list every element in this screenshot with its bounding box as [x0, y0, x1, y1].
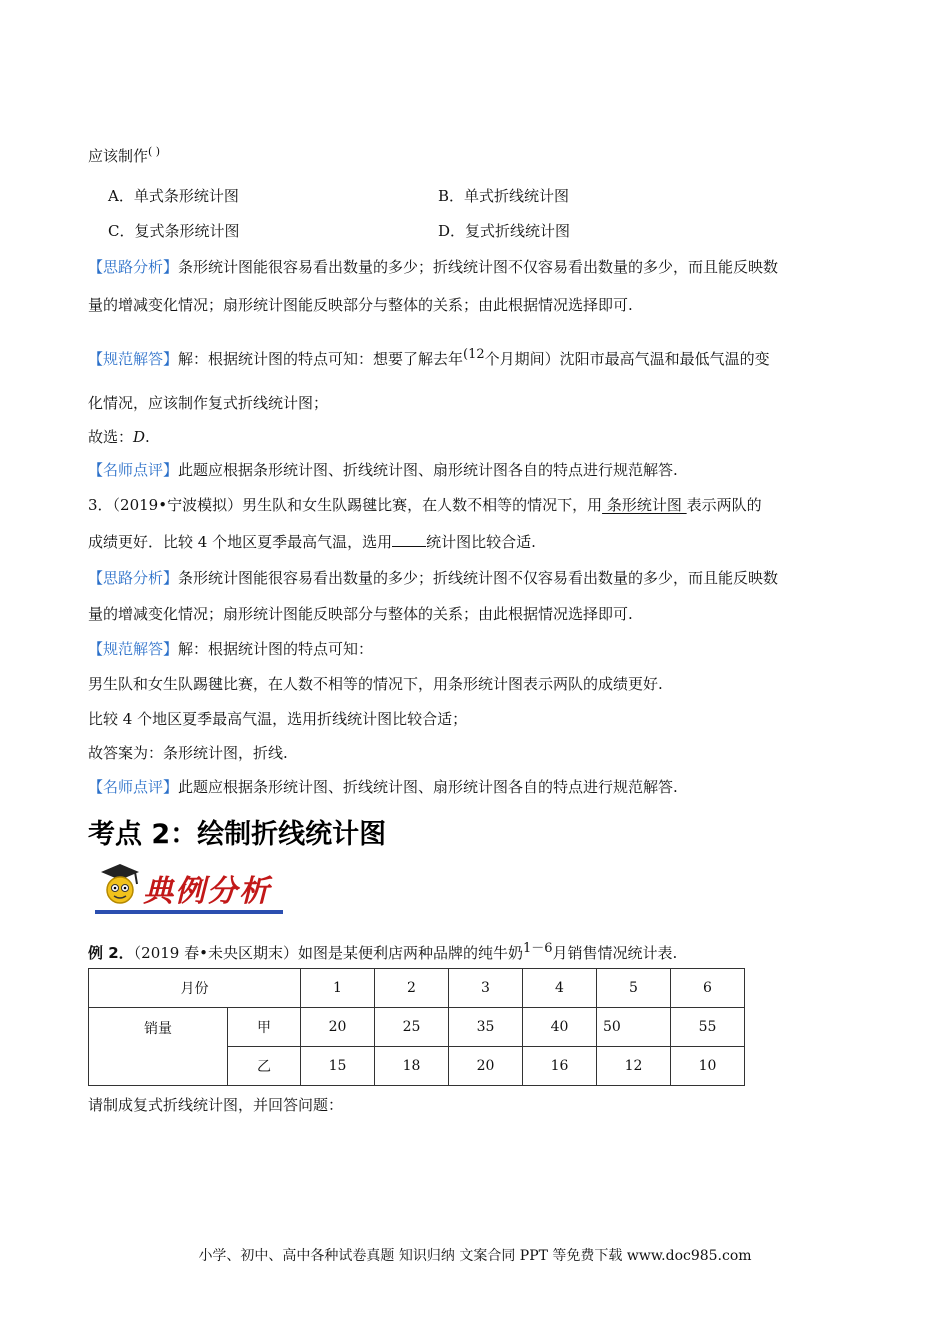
example-text: （2019 春•未央区期末）如图是某便利店两种品牌的纯牛奶 [133, 944, 523, 962]
instruction-text: 请制成复式折线统计图，并回答问题： [88, 1096, 344, 1114]
table-header-row [89, 969, 745, 1008]
q3-solution-line3: 比较 4 个地区夏季最高气温，选用折线统计图比较合适； [88, 710, 468, 728]
value-cell: 18 [375, 1047, 449, 1086]
example-2-statement [88, 939, 677, 963]
q3-comment [88, 777, 678, 797]
solution-text: 解：根据统计图的特点可知： [178, 640, 374, 658]
q2-analysis-line2: 量的增减变化情况；扇形统计图能反映部分与整体的关系；由此根据情况选择即可. [88, 296, 633, 314]
q3-solution-line2: 男生队和女生队踢毽比赛，在人数不相等的情况下，用条形统计图表示两队的成绩更好. [88, 675, 663, 693]
value-cell: 20 [301, 1008, 375, 1047]
choice-letter: D [133, 428, 146, 446]
q3-line1 [88, 495, 762, 515]
month-cell: 6 [671, 969, 745, 1008]
choice-label: 故选： [88, 428, 134, 446]
q2-solution-line1 [88, 345, 770, 369]
month-range: 1－6 [522, 941, 553, 956]
q3-text-d: 统计图比较合适. [426, 533, 536, 551]
option-a: A．单式条形统计图 [108, 187, 239, 205]
option-d: D．复式折线统计图 [438, 222, 571, 240]
value-cell: 50 [597, 1008, 671, 1047]
q3-text-c: 成绩更好．比较 4 个地区夏季最高气温，选用 [88, 533, 393, 551]
q2-comment [88, 460, 678, 480]
value-cell: 25 [375, 1008, 449, 1047]
analysis-text: 条形统计图能很容易看出数量的多少；折线统计图不仅容易看出数量的多少，而且能反映数 [178, 258, 779, 276]
banner-underline [95, 910, 283, 914]
solution-tag: 【规范解答】 [88, 350, 179, 368]
q3-blank [392, 532, 426, 547]
comment-text: 此题应根据条形统计图、折线统计图、扇形统计图各自的特点进行规范解答. [178, 461, 678, 479]
value-cell: 12 [597, 1047, 671, 1086]
q3-fill-answer: 条形统计图 [602, 496, 687, 514]
q2-answer-paren: ( ) [148, 145, 161, 158]
q3-analysis-line1 [88, 568, 778, 588]
banner-text: 典例分析 [143, 874, 271, 909]
month-cell: 1 [301, 969, 375, 1008]
value-cell: 15 [301, 1047, 375, 1086]
table-row [89, 1008, 745, 1047]
q2-question-tail [88, 142, 160, 166]
example-text-b: 月销售情况统计表. [552, 944, 678, 962]
comment-tag: 【名师点评】 [88, 778, 179, 796]
q2-solution-line3 [88, 427, 150, 447]
sales-label-cell: 销量 [89, 1008, 228, 1086]
option-b: B．单式折线统计图 [438, 187, 570, 205]
value-cell: 35 [449, 1008, 523, 1047]
value-cell: 16 [523, 1047, 597, 1086]
comment-text: 此题应根据条形统计图、折线统计图、扇形统计图各自的特点进行规范解答. [178, 778, 678, 796]
analysis-tag: 【思路分析】 [88, 258, 179, 276]
scholar-mascot-icon [95, 858, 145, 910]
value-cell: 10 [671, 1047, 745, 1086]
month-cell: 2 [375, 969, 449, 1008]
page-footer: 小学、初中、高中各种试卷真题 知识归纳 文案合同 PPT 等免费下载 www.doc985.com [198, 1248, 752, 1264]
month-cell: 4 [523, 969, 597, 1008]
month-cell: 3 [449, 969, 523, 1008]
q3-text-a: 3．（2019•宁波模拟）男生队和女生队踢毽比赛，在人数不相等的情况下，用 [88, 496, 603, 514]
value-cell: 20 [449, 1047, 523, 1086]
month-cell: 5 [597, 969, 671, 1008]
typical-example-banner [95, 858, 283, 914]
brand-cell: 乙 [228, 1047, 301, 1086]
analysis-text: 条形统计图能很容易看出数量的多少；折线统计图不仅容易看出数量的多少，而且能反映数 [178, 569, 779, 587]
sales-table [88, 968, 745, 1086]
section-title: 考点 2：绘制折线统计图 [88, 819, 387, 850]
solution-tag: 【规范解答】 [88, 640, 179, 658]
example-label: 例 2． [88, 944, 134, 962]
analysis-tag: 【思路分析】 [88, 569, 179, 587]
value-cell: 40 [523, 1008, 597, 1047]
brand-cell: 甲 [228, 1008, 301, 1047]
q2-solution-line2: 化情况，应该制作复式折线统计图； [88, 394, 329, 412]
solution-paren-12: (12 [463, 347, 485, 362]
q3-text-b: 表示两队的 [686, 496, 762, 514]
solution-text-b: 个月期间）沈阳市最高气温和最低气温的变 [484, 350, 770, 368]
choice-period: . [145, 428, 150, 446]
option-c: C．复式条形统计图 [108, 222, 240, 240]
q3-solution-line4: 故答案为：条形统计图，折线. [88, 744, 288, 762]
comment-tag: 【名师点评】 [88, 461, 179, 479]
solution-text: 解：根据统计图的特点可知：想要了解去年 [178, 350, 464, 368]
q2-analysis-line1 [88, 257, 778, 277]
q3-analysis-line2: 量的增减变化情况；扇形统计图能反映部分与整体的关系；由此根据情况选择即可. [88, 605, 633, 623]
month-header-cell: 月份 [89, 969, 301, 1008]
q3-solution-line1 [88, 639, 373, 659]
q3-line2 [88, 532, 536, 552]
value-cell: 55 [671, 1008, 745, 1047]
q2-tail-text: 应该制作 [88, 147, 149, 165]
